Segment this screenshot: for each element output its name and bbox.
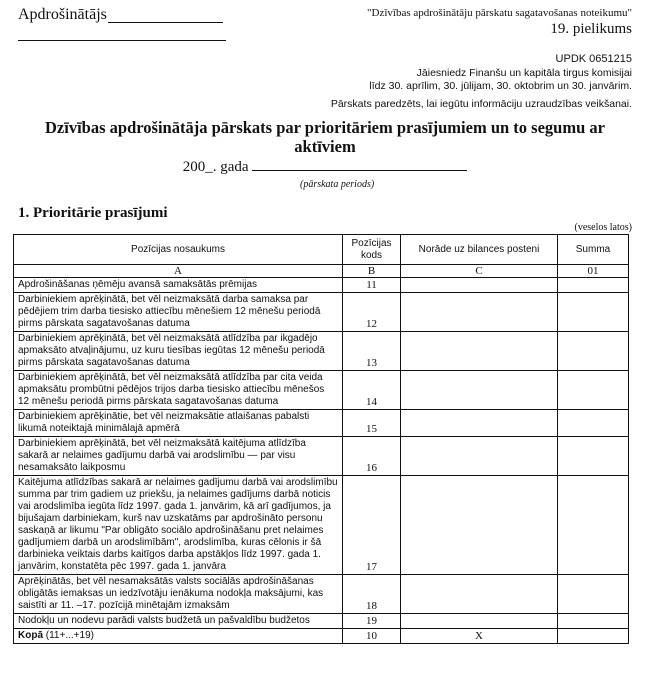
row-balance-cell[interactable] <box>401 614 558 629</box>
insurer-name-blank-line <box>108 22 223 23</box>
row-name: Kaitējuma atlīdzības sakarā ar nelaimes gadījumu darbā vai arodslimību summa par trim gadiem uz priekšu, ja nelaimes gadījums darbā noticis vai arodslimība iegūta līdz 1997. gada 1. janvārim, kā arī gadījumos, ja bijušajam darbiniekam, kurš nav uzskatāms par apdrošināto personu saskaņā ar likumu "Par obligāto sociālo apdrošināšanu pret nelaimes gadījumiem darbā un arodslimībām", arodslimība, kuras cēlonis ir šā darbinieka veiktais darbs kaitīgos darba apstākļos līdz 1997. gada 1. janvārim, konstatēta pēc 1997. gada 1. janvāra <box>14 476 343 575</box>
table-row <box>14 293 629 332</box>
insurer-label: Apdrošinātājs <box>18 6 107 23</box>
appendix-reference: "Dzīvības apdrošinātāju pārskatu sagatavošanas noteikumu" <box>367 7 632 19</box>
total-balance-x: X <box>401 629 558 644</box>
row-sum-cell[interactable] <box>558 410 629 437</box>
row-code: 15 <box>343 410 401 437</box>
total-label-cell <box>14 629 343 644</box>
row-balance-cell[interactable] <box>401 437 558 476</box>
table-row <box>14 410 629 437</box>
row-balance-cell[interactable] <box>401 371 558 410</box>
row-balance-cell[interactable] <box>401 476 558 575</box>
period-blank-line <box>252 158 467 171</box>
header-balance: Norāde uz bilances posteni <box>401 235 558 265</box>
row-name: Darbiniekiem aprēķinātā, bet vēl neizmaksātā atlīdzība par ikgadējo apmaksāto atvaļinājumu, uz kuru tiesības iegūtas 12 mēnešu periodā pirms pārskata sagatavošanas datuma <box>14 332 343 371</box>
total-sum-cell[interactable] <box>558 629 629 644</box>
row-balance-cell[interactable] <box>401 332 558 371</box>
year-prefix: 200_. gada <box>182 159 249 175</box>
table-row <box>14 278 629 293</box>
header-name: Pozīcijas nosaukums <box>14 235 343 265</box>
table-header-row <box>14 235 629 265</box>
table-total-row <box>14 629 629 644</box>
letter-code: B <box>343 265 401 278</box>
submission-line-1: Jāiesniedz Finanšu un kapitāla tirgus komisijai <box>416 67 632 79</box>
row-name: Darbiniekiem aprēķinātie, bet vēl neizmaksātie atlaišanas pabalsti likumā noteiktajā minimālajā apmērā <box>14 410 343 437</box>
table-row <box>14 476 629 575</box>
row-sum-cell[interactable] <box>558 293 629 332</box>
reporting-period-line <box>0 158 650 176</box>
row-sum-cell[interactable] <box>558 575 629 614</box>
row-balance-cell[interactable] <box>401 278 558 293</box>
appendix-number: 19. pielikums <box>550 21 632 37</box>
row-sum-cell[interactable] <box>558 332 629 371</box>
row-balance-cell[interactable] <box>401 410 558 437</box>
row-code: 12 <box>343 293 401 332</box>
row-code: 19 <box>343 614 401 629</box>
report-purpose: Pārskats paredzēts, lai iegūtu informāciju uzraudzības veikšanai. <box>330 98 632 110</box>
row-name: Aprēķinātās, bet vēl nesamaksātās valsts sociālās apdrošināšanas obligātās iemaksas un iedzīvotāju ienākuma nodokļa maksājumi, kas saistīti ar 11. –17. pozīcijā minētajām izmaksām <box>14 575 343 614</box>
letter-sum: 01 <box>558 265 629 278</box>
period-caption: (pārskata periods) <box>300 179 375 190</box>
page-title: Dzīvības apdrošinātāja pārskats par prioritāriem prasījumiem un to segumu ar aktīviem <box>45 118 605 156</box>
row-code: 18 <box>343 575 401 614</box>
header-code: Pozīcijas kods <box>343 235 401 265</box>
table-row <box>14 614 629 629</box>
letter-balance: C <box>401 265 558 278</box>
row-code: 16 <box>343 437 401 476</box>
row-code: 13 <box>343 332 401 371</box>
row-sum-cell[interactable] <box>558 437 629 476</box>
row-name: Darbiniekiem aprēķinātā, bet vēl neizmaksātā darba samaksa par pēdējiem trim darba tiesisko attiecību mēnešiem 12 mēnešu periodā pirms pārskata sagatavošanas datuma <box>14 293 343 332</box>
row-code: 17 <box>343 476 401 575</box>
priority-claims-table <box>13 234 629 644</box>
submission-info <box>369 67 632 93</box>
submission-line-2: līdz 30. aprīlim, 30. jūlijam, 30. oktobrim un 30. janvārim. <box>369 80 632 92</box>
form-code: UPDK 0651215 <box>555 53 632 65</box>
table-row <box>14 575 629 614</box>
row-name: Darbiniekiem aprēķinātā, bet vēl neizmaksātā atlīdzība par cita veida apmaksātu prombūtni pēdējos trijos darba tiesisko attiecību mēnešos 12 mēnešu periodā pirms pārskata sagatavošanas datuma <box>14 371 343 410</box>
row-code: 14 <box>343 371 401 410</box>
row-sum-cell[interactable] <box>558 371 629 410</box>
row-balance-cell[interactable] <box>401 575 558 614</box>
table-row <box>14 332 629 371</box>
units-note: (veselos latos) <box>574 222 632 233</box>
header-sum: Summa <box>558 235 629 265</box>
row-balance-cell[interactable] <box>401 293 558 332</box>
row-code: 11 <box>343 278 401 293</box>
row-sum-cell[interactable] <box>558 614 629 629</box>
table-row <box>14 437 629 476</box>
row-name: Nodokļu un nodevu parādi valsts budžetā un pašvaldību budžetos <box>14 614 343 629</box>
total-formula: (11+...+19) <box>43 630 94 641</box>
section-title: 1. Prioritārie prasījumi <box>18 205 168 221</box>
letter-name: A <box>14 265 343 278</box>
row-name: Apdrošināšanas ņēmēju avansā samaksātās prēmijas <box>14 278 343 293</box>
row-sum-cell[interactable] <box>558 476 629 575</box>
row-name: Darbiniekiem aprēķinātā, bet vēl neizmaksātā kaitējuma atlīdzība sakarā ar nelaimes gadījumu darbā vai arodslimību — par visu nesamaksāto laikposmu <box>14 437 343 476</box>
total-label: Kopā <box>18 630 43 641</box>
row-sum-cell[interactable] <box>558 278 629 293</box>
table-row <box>14 371 629 410</box>
total-code: 10 <box>343 629 401 644</box>
insurer-second-blank-line <box>18 40 226 41</box>
table-letter-row <box>14 265 629 278</box>
